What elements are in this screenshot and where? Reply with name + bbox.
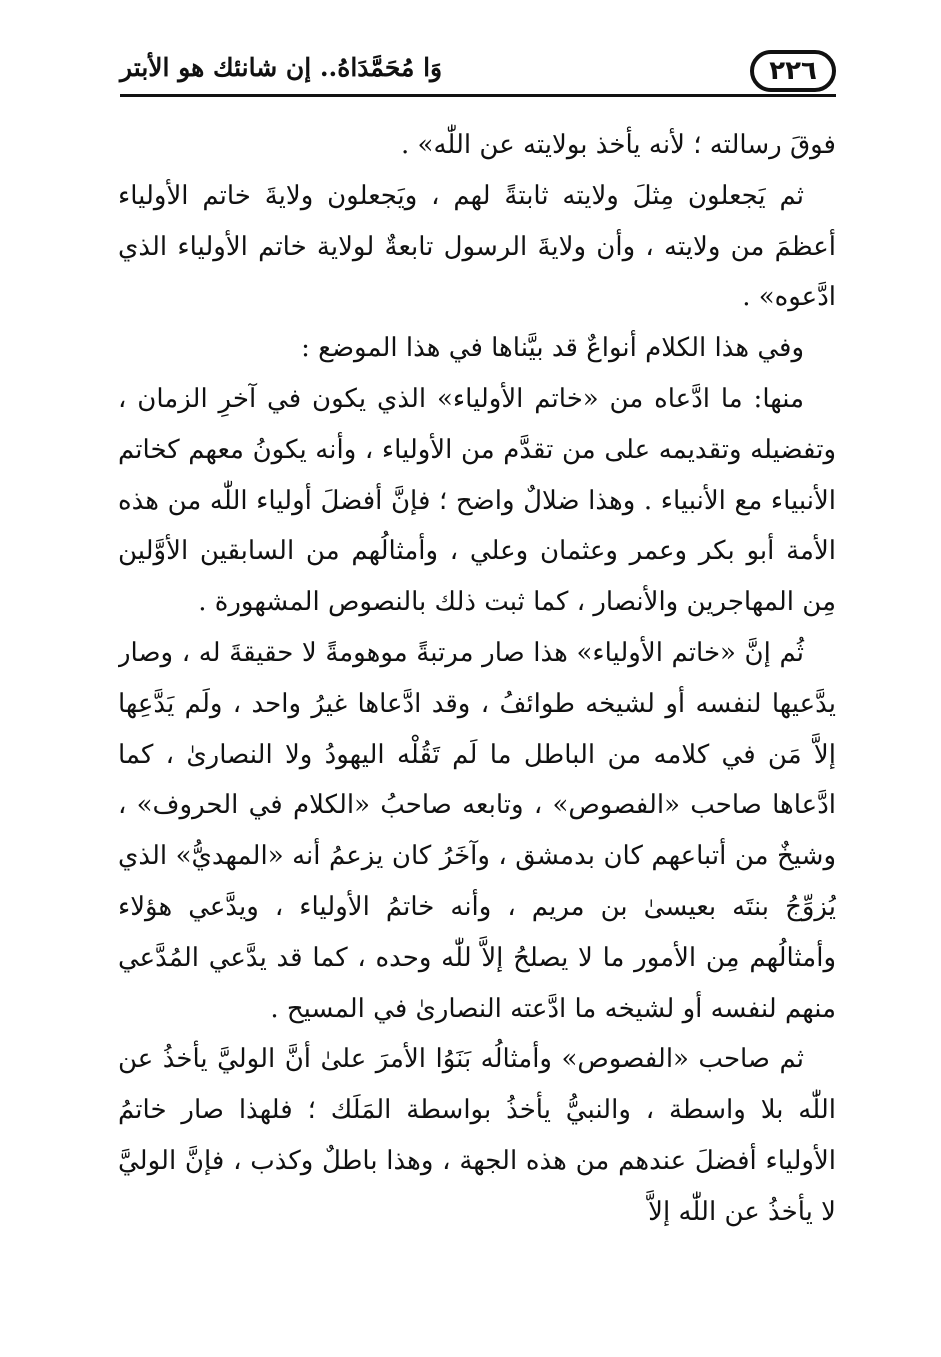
paragraph: ثم صاحب «الفصوص» وأمثالُه بَنَوُا الأمرَ علىٰ أنَّ الوليَّ يأخذُ عن اللّٰه بلا واسطة ، والنبيُّ يأخذُ بواسطة المَلَك ؛ فلهذا صار خاتمُ الأولياء أفضلَ عندهم من هذه الجهة ، وهذا باطلٌ وكذب ، فإنَّ الوليَّ لا يأخذُ عن اللّٰه إلاَّ <box>118 1044 836 1227</box>
header-rule <box>120 94 836 97</box>
running-title: وَا مُحَمَّدَاهُ.. إن شانئك هو الأبتر <box>120 53 443 82</box>
paragraph: ثُم إنَّ «خاتم الأولياء» هذا صار مرتبةً موهومةً لا حقيقةَ له ، وصار يدَّعيها لنفسه أو لشيخه طوائفُ ، وقد ادَّعاها غيرُ واحد ، ولَم يَدَّعِها إلاَّ مَن في كلامه من الباطل ما لَم تَقُلْه اليهودُ ولا النصارىٰ ، كما ادَّعاها صاحب «الفصوص» ، وتابعه صاحبُ «الكلام في الحروف» ، وشيخٌ من أتباعهم كان بدمشق ، وآخَرُ كان يزعمُ أنه «المهديُّ» الذي يُزوِّجُ بنتَه بعيسىٰ بن مريم ، وأنه خاتمُ الأولياء ، ويدَّعي هؤلاء وأمثالُهم مِن الأمور ما لا يصلحُ إلاَّ للّٰه وحده ، كما قد يدَّعي المُدَّعي منهم لنفسه أو لشيخه ما ادَّعته النصارىٰ في المسيح . <box>118 637 836 1024</box>
page-header <box>120 50 836 102</box>
page-number <box>750 50 836 92</box>
paragraph: وفي هذا الكلام أنواعٌ قد بيَّناها في هذا الموضع : <box>301 333 804 364</box>
paragraph: منها: ما ادَّعاه من «خاتم الأولياء» الذي يكون في آخرِ الزمان ، وتفضيله وتقديمه على من تقدَّم من الأولياء ، وأنه يكونُ معهم كخاتم الأنبياء مع الأنبياء . وهذا ضلالٌ واضح ؛ فإنَّ أفضلَ أولياء اللّٰه من هذه الأمة أبو بكر وعمر وعثمان وعلي ، وأمثالُهم من السابقين الأوَّلين مِن المهاجرين والأنصار ، كما ثبت ذلك بالنصوص المشهورة . <box>118 383 836 618</box>
body-text <box>118 120 836 1250</box>
page-number-text: ٢٢٦ <box>769 56 817 86</box>
paragraph: فوقَ رسالته ؛ لأنه يأخذ بولايته عن اللّٰه» . <box>401 130 836 160</box>
paragraph: ثم يَجعلون مِثلَ ولايته ثابتةً لهم ، ويَجعلون ولايةَ خاتم الأولياء أعظمَ من ولايته ، وأن ولايةَ الرسول تابعةٌ لولاية خاتم الأولياء الذي ادَّعوه» . <box>118 180 836 313</box>
